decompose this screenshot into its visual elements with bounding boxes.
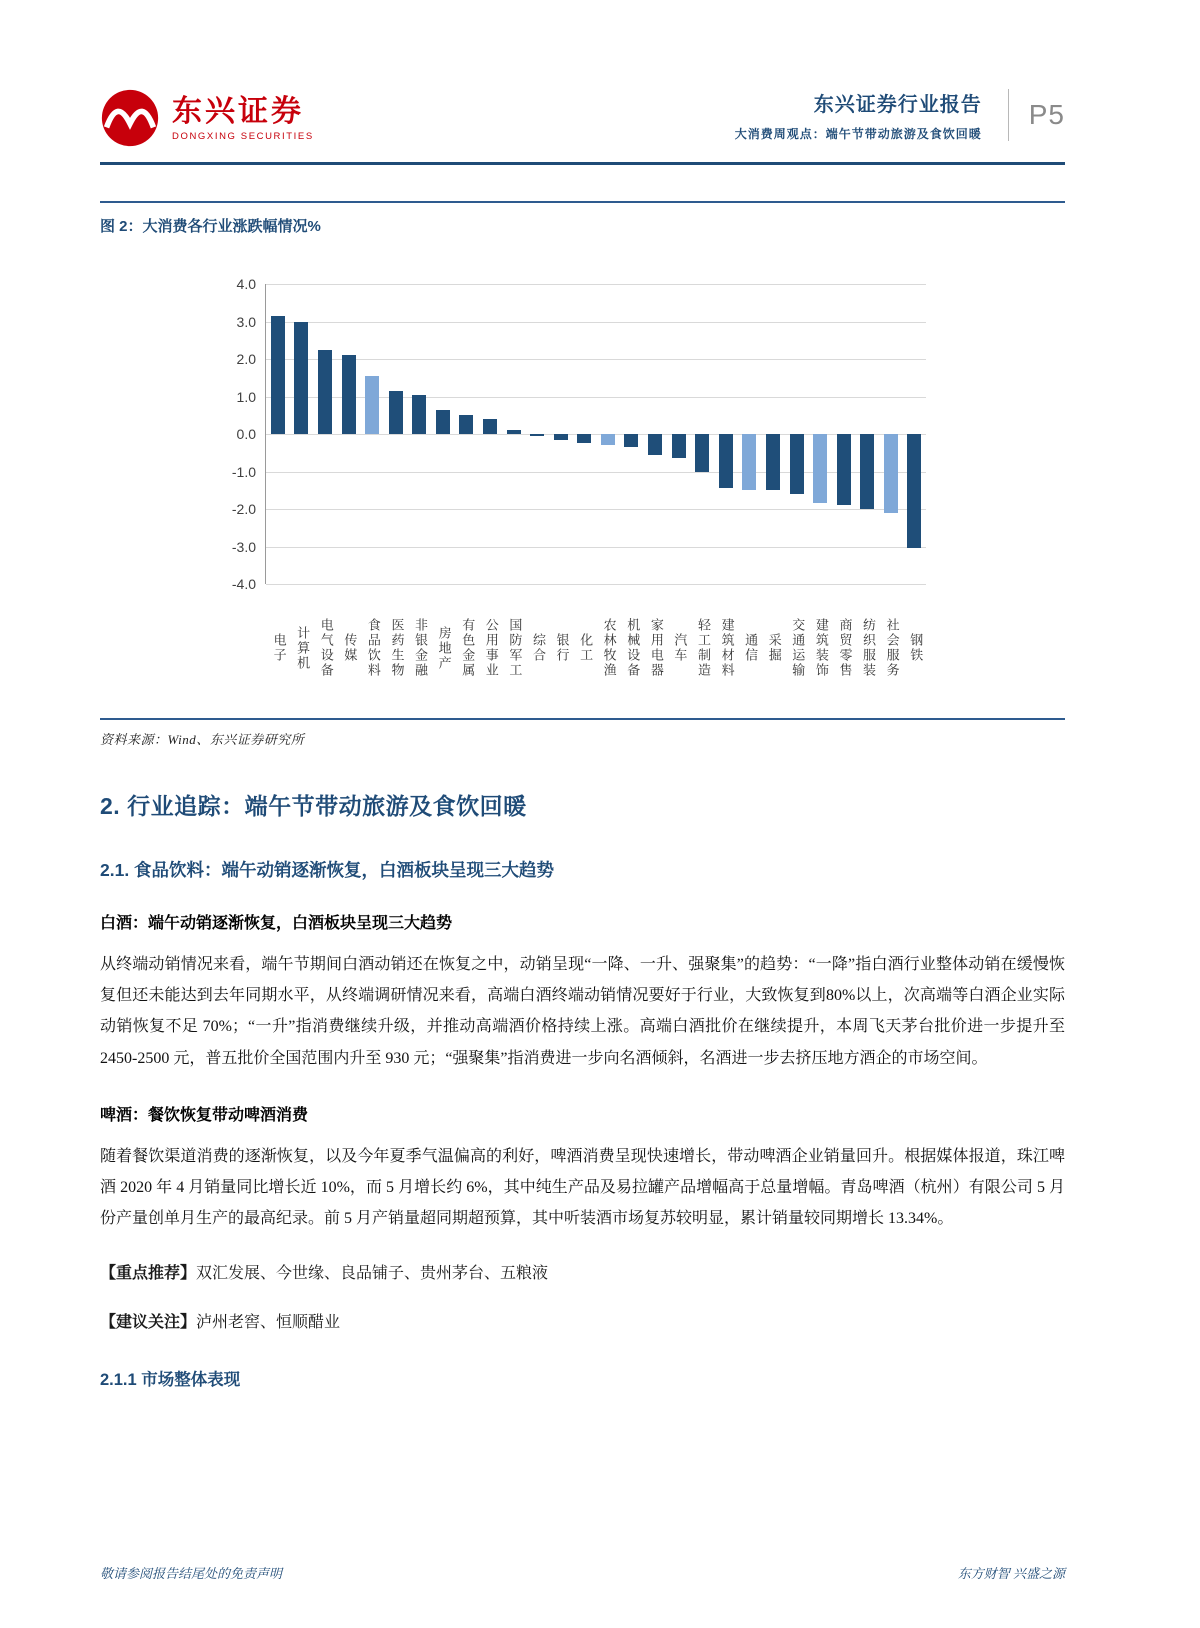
chart-bar-建筑装饰 xyxy=(813,434,827,503)
chart-bar-slot xyxy=(620,284,644,584)
chart-bar-汽车 xyxy=(672,434,686,458)
chart-x-label-交通运输: 交通运输 xyxy=(790,618,806,678)
footer-slogan: 东方财智 兴盛之源 xyxy=(957,1566,1065,1581)
subsubsection-heading: 2.1.1 市场整体表现 xyxy=(100,1371,241,1390)
chart-x-label-建筑材料: 建筑材料 xyxy=(719,618,735,678)
chart-bar-国防军工 xyxy=(507,430,521,434)
chart-x-label-综合: 综合 xyxy=(530,633,546,663)
chart-bar-slot xyxy=(785,284,809,584)
paragraph-beer: 随着餐饮渠道消费的逐渐恢复，以及今年夏季气温偏高的利好，啤酒消费呈现快速增长，带动啤酒企业销量回升。根据媒体报道，珠江啤酒 2020 年 4 月销量同比增长近 10%，而 5 月增长约 6%，其中纯生产品及易拉罐产品增幅高于总量增幅。青岛啤酒（杭州）有限公司 5 月份产量创单月生产的最高纪录。前 5 月产销量超同期超预算，其中听装酒市场复苏较明显，累计销量较同期增长 13.34%。 xyxy=(100,1147,1065,1228)
chart-x-label-有色金属: 有色金属 xyxy=(460,618,476,678)
chart-bar-slot xyxy=(690,284,714,584)
chart-y-tick-label: -2.0 xyxy=(231,501,256,517)
report-type-title: 东兴证券行业报告 xyxy=(813,94,982,116)
brand-name-cn: 东兴证券 xyxy=(172,94,304,128)
chart-bar-slot xyxy=(337,284,361,584)
chart-x-label-纺织服装: 纺织服装 xyxy=(861,618,877,678)
header-divider xyxy=(1008,89,1009,141)
chart-x-label-房地产: 房地产 xyxy=(436,625,452,671)
chart-x-label-商贸零售: 商贸零售 xyxy=(837,618,853,678)
header-titles xyxy=(735,88,982,142)
chart-bar-家用电器 xyxy=(648,434,662,455)
chart-bar-slot xyxy=(903,284,927,584)
chart-bar-slot xyxy=(431,284,455,584)
chart-x-label-电气设备: 电气设备 xyxy=(318,618,334,678)
chart-bar-钢铁 xyxy=(907,434,921,548)
report-subtitle: 大消费周观点：端午节带动旅游及食饮回暖 xyxy=(734,127,982,141)
chart-y-tick-label: 3.0 xyxy=(236,313,256,330)
recommendation-key xyxy=(100,1260,1065,1283)
chart-x-label-机械设备: 机械设备 xyxy=(625,618,641,678)
chart-x-label-计算机: 计算机 xyxy=(295,625,311,671)
figure-source: 资料来源：Wind、东兴证券研究所 xyxy=(100,732,305,747)
header-right xyxy=(735,88,1065,142)
chart-bar-slot xyxy=(549,284,573,584)
chart-bar-slot xyxy=(879,284,903,584)
chart-x-label-传媒: 传媒 xyxy=(342,633,358,663)
chart-x-label-采掘: 采掘 xyxy=(766,633,782,663)
paragraph-baijiu: 从终端动销情况来看，端午节期间白酒动销还在恢复之中，动销呈现“一降、一升、强聚集”的趋势：“一降”指白酒行业整体动销在缓慢恢复但还未能达到去年同期水平，从终端调研情况来看，高端白酒终端动销情况要好于行业，大致恢复到80%以上，次高端等白酒企业实际动销恢复不足 70%；“一升”指消费继续升级，并推动高端酒价格持续上涨。高端白酒批价在继续提升，本周飞天茅台批价进一步提升至 2450-2500 元，普五批价全国范围内升至 930 元；“强聚集”指消费进一步向名酒倾斜，名酒进一步去挤压地方酒企的市场空间。 xyxy=(100,956,1065,1067)
chart-bar-电气设备 xyxy=(318,350,332,434)
chart-bar-slot xyxy=(761,284,785,584)
recommendation-key-label: 【重点推荐】 xyxy=(100,1265,197,1283)
chart-x-label-医药生物: 医药生物 xyxy=(389,618,405,678)
chart-x-label-农林牧渔: 农林牧渔 xyxy=(601,618,617,678)
figure-title: 图 2：大消费各行业涨跌幅情况% xyxy=(100,218,321,235)
chart-bar-slot xyxy=(643,284,667,584)
chart-bar-slot xyxy=(290,284,314,584)
chart-y-tick-label: -4.0 xyxy=(231,576,256,592)
chart-bar-食品饮料 xyxy=(365,376,379,434)
chart-x-label-化工: 化工 xyxy=(578,633,594,663)
chart-bar-slot xyxy=(313,284,337,584)
chart-x-label-国防军工: 国防军工 xyxy=(507,618,523,678)
chart-bar-机械设备 xyxy=(624,434,638,447)
chart-y-tick-label: 1.0 xyxy=(236,388,256,405)
chart-bar-通信 xyxy=(742,434,756,490)
chart-bar-传媒 xyxy=(342,355,356,434)
chart-bar-slot xyxy=(455,284,479,584)
subsection-heading: 2.1. 食品饮料：端午动销逐渐恢复，白酒板块呈现三大趋势 xyxy=(100,860,555,880)
chart-bar-纺织服装 xyxy=(860,434,874,509)
chart-gridline xyxy=(266,584,926,585)
chart-x-label-社会服务: 社会服务 xyxy=(884,618,900,678)
chart-x-label-公用事业: 公用事业 xyxy=(483,618,499,678)
chart-bar-交通运输 xyxy=(790,434,804,494)
chart-bar-slot xyxy=(808,284,832,584)
chart-x-label-钢铁: 钢铁 xyxy=(908,633,924,663)
chart-x-label-轻工制造: 轻工制造 xyxy=(695,618,711,678)
chart-x-label-通信: 通信 xyxy=(743,633,759,663)
chart-bar-计算机 xyxy=(294,322,308,435)
chart-bar-银行 xyxy=(554,434,568,440)
page-header xyxy=(100,88,1065,148)
chart-bar-slot xyxy=(407,284,431,584)
chart-y-tick-label: 2.0 xyxy=(236,351,256,367)
brand-name-en: DONGXING SECURITIES xyxy=(172,130,314,142)
chart-bar-slot xyxy=(525,284,549,584)
chart-x-label-家用电器: 家用电器 xyxy=(648,618,664,678)
chart-bar-slot xyxy=(855,284,879,584)
chart-x-label-电子: 电子 xyxy=(271,633,287,663)
chart-y-tick-label: 4.0 xyxy=(236,276,256,292)
header-rule xyxy=(100,162,1065,165)
chart-bar-公用事业 xyxy=(483,419,497,434)
chart-bar-slot xyxy=(738,284,762,584)
chart-bar-slot xyxy=(596,284,620,584)
chart-x-label-汽车: 汽车 xyxy=(672,633,688,663)
chart-bar-房地产 xyxy=(436,410,450,434)
chart-bars xyxy=(266,284,926,584)
chart-x-label-食品饮料: 食品饮料 xyxy=(365,618,381,678)
chart-bar-slot xyxy=(502,284,526,584)
dongxing-logo-icon xyxy=(100,88,160,148)
chart-bar-医药生物 xyxy=(389,391,403,434)
chart-bar-轻工制造 xyxy=(695,434,709,472)
chart-bar-slot xyxy=(573,284,597,584)
chart-y-tick-label: -3.0 xyxy=(231,538,256,555)
footer-disclaimer: 敬请参阅报告结尾处的免责声明 xyxy=(100,1566,283,1581)
brand-text xyxy=(172,95,314,142)
chart-x-axis-labels xyxy=(265,592,925,704)
chart-bar-slot xyxy=(360,284,384,584)
chart-x-label-银行: 银行 xyxy=(554,633,570,663)
figure-2 xyxy=(100,201,1065,748)
chart-y-tick-label: -1.0 xyxy=(231,463,256,480)
chart-bar-slot xyxy=(714,284,738,584)
chart-x-label-建筑装饰: 建筑装饰 xyxy=(813,618,829,678)
chart-bar-slot xyxy=(667,284,691,584)
chart-bar-slot xyxy=(832,284,856,584)
chart-bar-商贸零售 xyxy=(837,434,851,505)
bar-chart xyxy=(100,276,1065,704)
chart-bar-slot xyxy=(266,284,290,584)
recommendation-watch xyxy=(100,1309,1065,1332)
chart-bar-slot xyxy=(478,284,502,584)
recommendation-key-text: 双汇发展、今世缘、良品铺子、贵州茅台、五粮液 xyxy=(196,1265,549,1283)
chart-bar-综合 xyxy=(530,434,544,436)
chart-bar-建筑材料 xyxy=(719,434,733,488)
recommendation-watch-text: 泸州老窖、恒顺醋业 xyxy=(196,1314,341,1332)
paragraph-title-beer: 啤酒：餐饮恢复带动啤酒消费 xyxy=(100,1106,309,1124)
chart-y-tick-label: 0.0 xyxy=(236,426,256,442)
chart-bar-slot xyxy=(384,284,408,584)
chart-bar-非银金融 xyxy=(412,395,426,434)
section-heading: 2. 行业追踪：端午节带动旅游及食饮回暖 xyxy=(100,793,527,819)
recommendation-watch-label: 【建议关注】 xyxy=(100,1314,197,1332)
chart-plot-area xyxy=(231,276,926,592)
page-number: P5 xyxy=(1028,99,1065,130)
chart-bar-采掘 xyxy=(766,434,780,490)
chart-bar-化工 xyxy=(577,434,591,443)
brand xyxy=(100,88,314,148)
paragraph-title-baijiu: 白酒：端午动销逐渐恢复，白酒板块呈现三大趋势 xyxy=(100,915,453,932)
page-footer xyxy=(100,1563,1065,1582)
chart-bar-有色金属 xyxy=(459,415,473,434)
chart-bar-农林牧渔 xyxy=(601,434,615,445)
chart-bar-社会服务 xyxy=(884,434,898,513)
chart-x-label-非银金融: 非银金融 xyxy=(413,618,429,678)
chart-bar-电子 xyxy=(271,316,285,434)
